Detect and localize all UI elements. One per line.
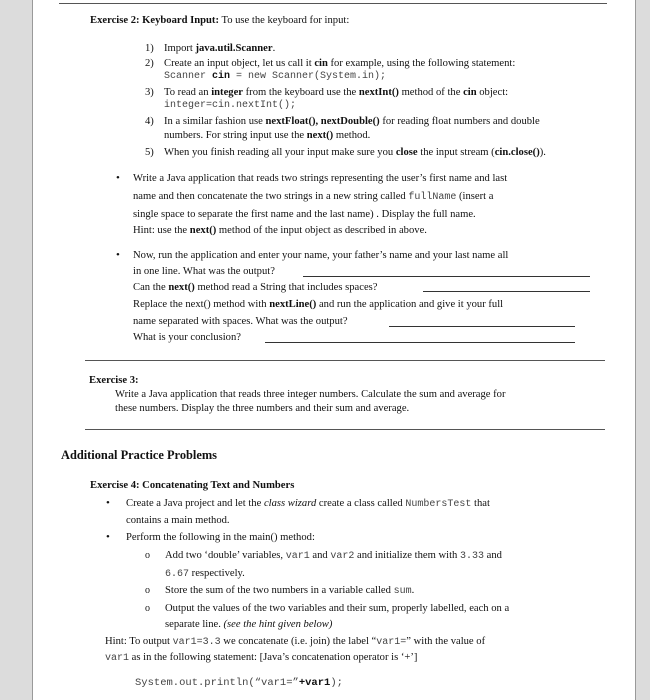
bullet-2-line-3: Can the next() method read a String that includes spaces? — [133, 282, 378, 293]
exercise-2-title: Exercise 2: Keyboard Input: — [90, 15, 219, 26]
step-3-code: integer=cin.nextInt(); — [164, 100, 297, 111]
bullet-1-line-3: single space to separate the first name and the last name) . Display the full name. — [133, 209, 476, 220]
exercise-4-bullet-1-line-2: contains a main method. — [126, 515, 230, 526]
step-5-number: 5) — [145, 147, 154, 158]
sub-item-1-line-2: 6.67 respectively. — [165, 568, 245, 580]
sub-bullet-circle: o — [145, 585, 150, 596]
step-4-line-2: numbers. For string input use the next() method. — [164, 130, 371, 141]
step-1-number: 1) — [145, 43, 154, 54]
step-2: Create an input object, let us call it cin for example, using the following statement: — [164, 58, 516, 69]
bullet-2-line-5: name separated with spaces. What was the output? — [133, 316, 348, 327]
println-statement: System.out.println(“var1=”+var1); — [135, 677, 343, 689]
exercise-3-title: Exercise 3: — [89, 375, 139, 386]
sub-item-1: Add two ‘double’ variables, var1 and var2 and initialize them with 3.33 and — [165, 550, 502, 562]
bullet-2-line-6: What is your conclusion? — [133, 332, 241, 343]
bullet-1-line-4: Hint: use the next() method of the input object as described in above. — [133, 225, 427, 236]
step-1: Import java.util.Scanner. — [164, 43, 276, 54]
sub-item-3: Output the values of the two variables and their sum, properly labelled, each on a — [165, 603, 510, 614]
divider-rule — [85, 429, 605, 430]
step-5: When you finish reading all your input make sure you close the input stream (cin.close()). — [164, 147, 546, 158]
exercise-4-title: Exercise 4: Concatenating Text and Numbers — [90, 480, 295, 491]
additional-heading: Additional Practice Problems — [61, 448, 218, 462]
bullet-2-line-2: in one line. What was the output? — [133, 266, 275, 277]
sub-bullet-circle: o — [145, 603, 150, 614]
step-3: To read an integer from the keyboard use the nextInt() method of the cin object: — [164, 87, 509, 98]
bullet-2-line-4: Replace the next() method with nextLine() and run the application and give it your full — [133, 299, 504, 310]
answer-blank-3[interactable] — [389, 326, 575, 327]
answer-blank-4[interactable] — [265, 342, 575, 343]
bullet-dot: • — [116, 249, 120, 261]
bullet-dot: • — [106, 531, 110, 543]
step-4-number: 4) — [145, 116, 154, 127]
exercise-3-line-1: Write a Java application that reads three integer numbers. Calculate the sum and average for — [115, 389, 506, 400]
exercise-4-bullet-1: Create a Java project and let the class wizard create a class called NumbersTest that — [126, 498, 490, 510]
answer-blank-1[interactable] — [303, 276, 590, 277]
step-4: In a similar fashion use nextFloat(), nextDouble() for reading float numbers and double — [164, 116, 540, 127]
hint-line-2: var1 as in the following statement: [Java’s concatenation operator is ‘+’] — [105, 652, 418, 664]
hint-line-1: Hint: To output var1=3.3 we concatenate (i.e. join) the label “var1=” with the value of — [105, 636, 486, 648]
step-2-number: 2) — [145, 58, 154, 69]
sub-item-3-line-2: separate line. (see the hint given below) — [165, 619, 333, 630]
bullet-dot: • — [116, 172, 120, 184]
step-3-number: 3) — [145, 87, 154, 98]
exercise-2-header — [90, 14, 349, 27]
sub-bullet-circle: o — [145, 550, 150, 561]
document-page — [32, 0, 636, 700]
step-2-code: Scanner cin = new Scanner(System.in); — [164, 71, 387, 82]
exercise-3-line-2: these numbers. Display the three numbers and their sum and average. — [115, 403, 410, 414]
answer-blank-2[interactable] — [423, 291, 590, 292]
top-rule — [59, 3, 607, 4]
bullet-2-line-1: Now, run the application and enter your name, your father’s name and your last name all — [133, 250, 509, 261]
bullet-1-line-2: name and then concatenate the two strings in a new string called fullName (insert a — [133, 191, 494, 203]
sub-item-2: Store the sum of the two numbers in a variable called sum. — [165, 585, 415, 597]
exercise-2-intro: To use the keyboard for input: — [219, 15, 350, 26]
bullet-1-line-1: Write a Java application that reads two strings representing the user’s first name and last — [133, 173, 508, 184]
exercise-4-bullet-2: Perform the following in the main() method: — [126, 532, 315, 543]
divider-rule — [85, 360, 605, 361]
bullet-dot: • — [106, 497, 110, 509]
